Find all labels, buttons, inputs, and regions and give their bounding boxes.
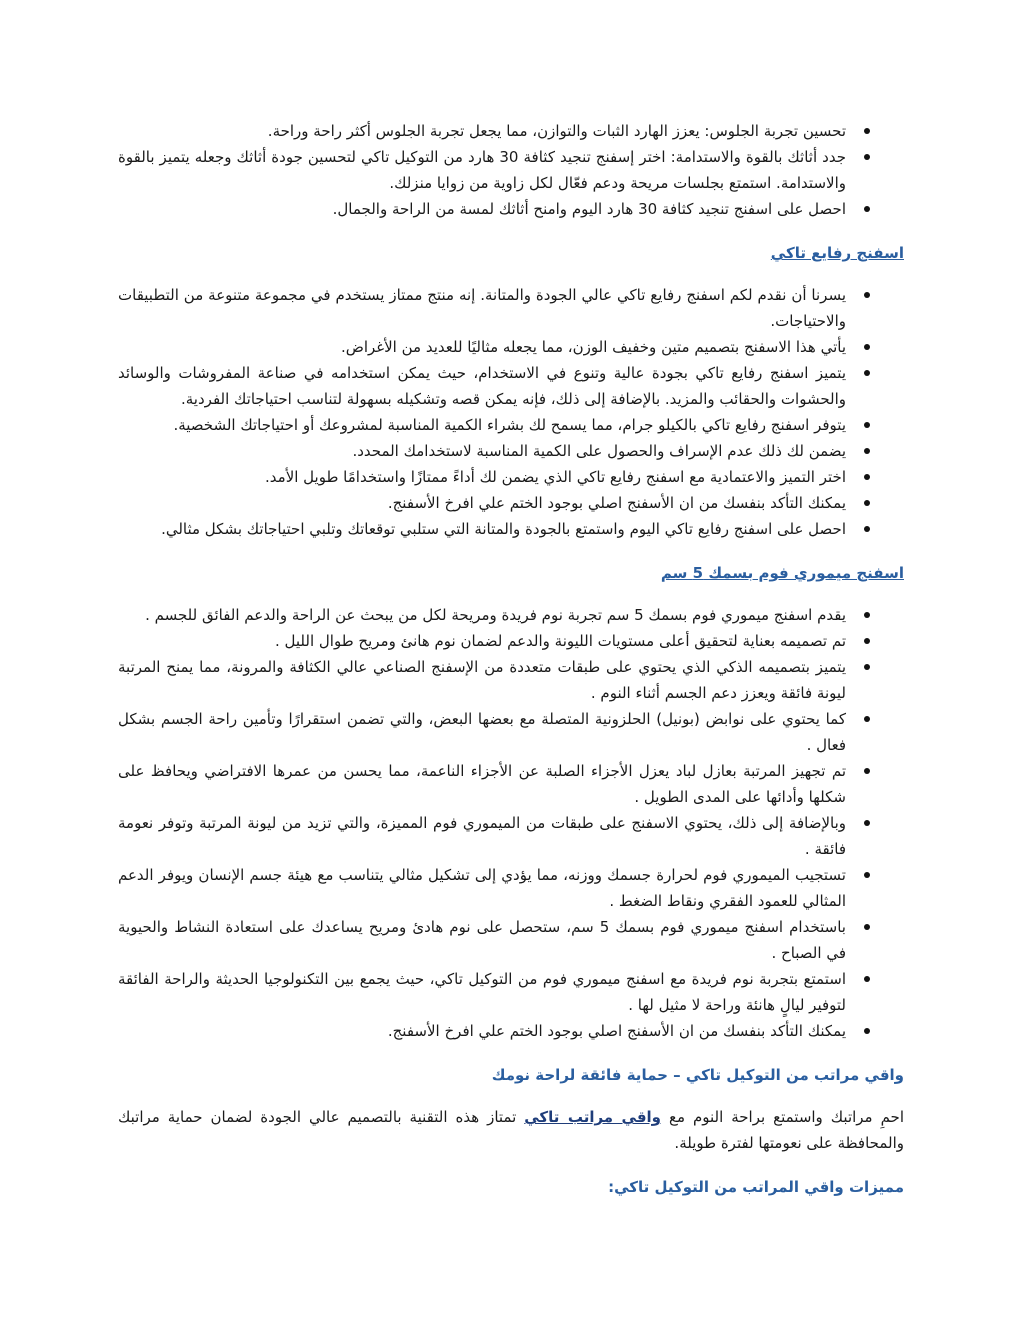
protector-paragraph bbox=[118, 1104, 904, 1156]
list-item: يقدم اسفنج ميموري فوم بسمك 5 سم تجربة نوم فريدة ومريحة لكل من يبحث عن الراحة والدعم الفائق للجسم . bbox=[118, 602, 904, 628]
list-item: تحسين تجربة الجلوس: يعزز الهارد الثبات والتوازن، مما يجعل تجربة الجلوس أكثر راحة وراحة. bbox=[118, 118, 904, 144]
intro-list bbox=[118, 118, 904, 222]
list-item: يسرنا أن نقدم لكم اسفنج رفايع تاكي عالي الجودة والمتانة. إنه منتج ممتاز يستخدم في مجموعة متنوعة من التطبيقات والاحتياجات. bbox=[118, 282, 904, 334]
list-item: تم تجهيز المرتبة بعازل لباد يعزل الأجزاء الصلبة عن الأجزاء الناعمة، مما يحسن من عمرها الافتراضي ويحافظ على شكلها وأدائها على المدى الطويل . bbox=[118, 758, 904, 810]
memory-foam-list bbox=[118, 602, 904, 1044]
section-title-rafaya: اسفنج رفايع تاكي bbox=[770, 244, 904, 262]
list-item: يضمن لك ذلك عدم الإسراف والحصول على الكمية المناسبة لاستخدامك المحدد. bbox=[118, 438, 904, 464]
list-item: باستخدام اسفنج ميموري فوم بسمك 5 سم، ستحصل على نوم هادئ ومريح يساعدك على استعادة النشاط والحيوية في الصباح . bbox=[118, 914, 904, 966]
section-title-memory-foam: اسفنج ميموري فوم بسمك 5 سم bbox=[660, 564, 904, 582]
list-item: يأتي هذا الاسفنج بتصميم متين وخفيف الوزن، مما يجعله مثاليًا للعديد من الأغراض. bbox=[118, 334, 904, 360]
list-item: يتميز اسفنج رفايع تاكي بجودة عالية وتنوع في الاستخدام، حيث يمكن استخدامه في صناعة المفروشات والوسائد والحشوات والحقائب والمزيد. بالإضافة إلى ذلك، فإنه يمكن قصه وتشكيله بسهولة لتناسب احتياجاتك الفردية. bbox=[118, 360, 904, 412]
list-item: احصل على اسفنج تنجيد كثافة 30 هارد اليوم وامنح أثاثك لمسة من الراحة والجمال. bbox=[118, 196, 904, 222]
list-item: تستجيب الميموري فوم لحرارة جسمك ووزنه، مما يؤدي إلى تشكيل مثالي يتناسب مع هيئة جسم الإنسان ويوفر الدعم المثالي للعمود الفقري ونقاط الضغط . bbox=[118, 862, 904, 914]
rafaya-list bbox=[118, 282, 904, 542]
list-item: احصل على اسفنج رفايع تاكي اليوم واستمتع بالجودة والمتانة التي ستلبي توقعاتك وتلبي احتياجاتك بشكل مثالي. bbox=[118, 516, 904, 542]
list-item: يمكنك التأكد بنفسك من ان الأسفنج اصلي بوجود الختم علي افرخ الأسفنج. bbox=[118, 1018, 904, 1044]
list-item: تم تصميمه بعناية لتحقيق أعلى مستويات الليونة والدعم لضمان نوم هانئ ومريح طوال الليل . bbox=[118, 628, 904, 654]
list-item: استمتع بتجربة نوم فريدة مع اسفنج ميموري فوم من التوكيل تاكي، حيث يجمع بين التكنولوجيا الحديثة والراحة الفائقة لتوفير ليالٍ هانئة وراحة لا مثيل لها . bbox=[118, 966, 904, 1018]
section-title-features: مميزات واقي المراتب من التوكيل تاكي: bbox=[608, 1178, 904, 1196]
paragraph-text: تمتاز هذه التقنية بالتصميم عالي الجودة لضمان حماية مراتبك والمحافظة على نعومتها لفترة طويلة. bbox=[118, 1108, 904, 1152]
list-item: يتوفر اسفنج رفايع تاكي بالكيلو جرام، مما يسمح لك بشراء الكمية المناسبة لمشروعك أو احتياجاتك الشخصية. bbox=[118, 412, 904, 438]
section-title-protector: واقي مراتب من التوكيل تاكي – حماية فائقة لراحة نومك bbox=[491, 1066, 904, 1084]
list-item: كما يحتوي على نوابض (بونيل) الحلزونية المتصلة مع بعضها البعض، والتي تضمن استقرارًا وتأمين راحة الجسم بشكل فعال . bbox=[118, 706, 904, 758]
list-item: جدد أثاثك بالقوة والاستدامة: اختر إسفنج تنجيد كثافة 30 هارد من التوكيل تاكي لتحسين جودة أثاثك وجعله يتميز بالقوة والاستدامة. استمتع بجلسات مريحة ودعم فعّال لكل زاوية من زوايا منزلك. bbox=[118, 144, 904, 196]
list-item: يمكنك التأكد بنفسك من ان الأسفنج اصلي بوجود الختم علي افرخ الأسفنج. bbox=[118, 490, 904, 516]
list-item: اختر التميز والاعتمادية مع اسفنج رفايع تاكي الذي يضمن لك أداءً ممتازًا واستخدامًا طويل الأمد. bbox=[118, 464, 904, 490]
list-item: يتميز بتصميمه الذكي الذي يحتوي على طبقات متعددة من الإسفنج الصناعي عالي الكثافة والمرونة، مما يمنح المرتبة ليونة فائقة ويعزز دعم الجسم أثناء النوم . bbox=[118, 654, 904, 706]
paragraph-text: احمِ مراتبك واستمتع براحة النوم مع bbox=[660, 1108, 904, 1126]
list-item: وبالإضافة إلى ذلك، يحتوي الاسفنج على طبقات من الميموري فوم المميزة، والتي تزيد من ليونة المرتبة وتوفر نعومة فائقة . bbox=[118, 810, 904, 862]
protector-link[interactable]: واقي مراتب تاكي bbox=[524, 1108, 661, 1126]
